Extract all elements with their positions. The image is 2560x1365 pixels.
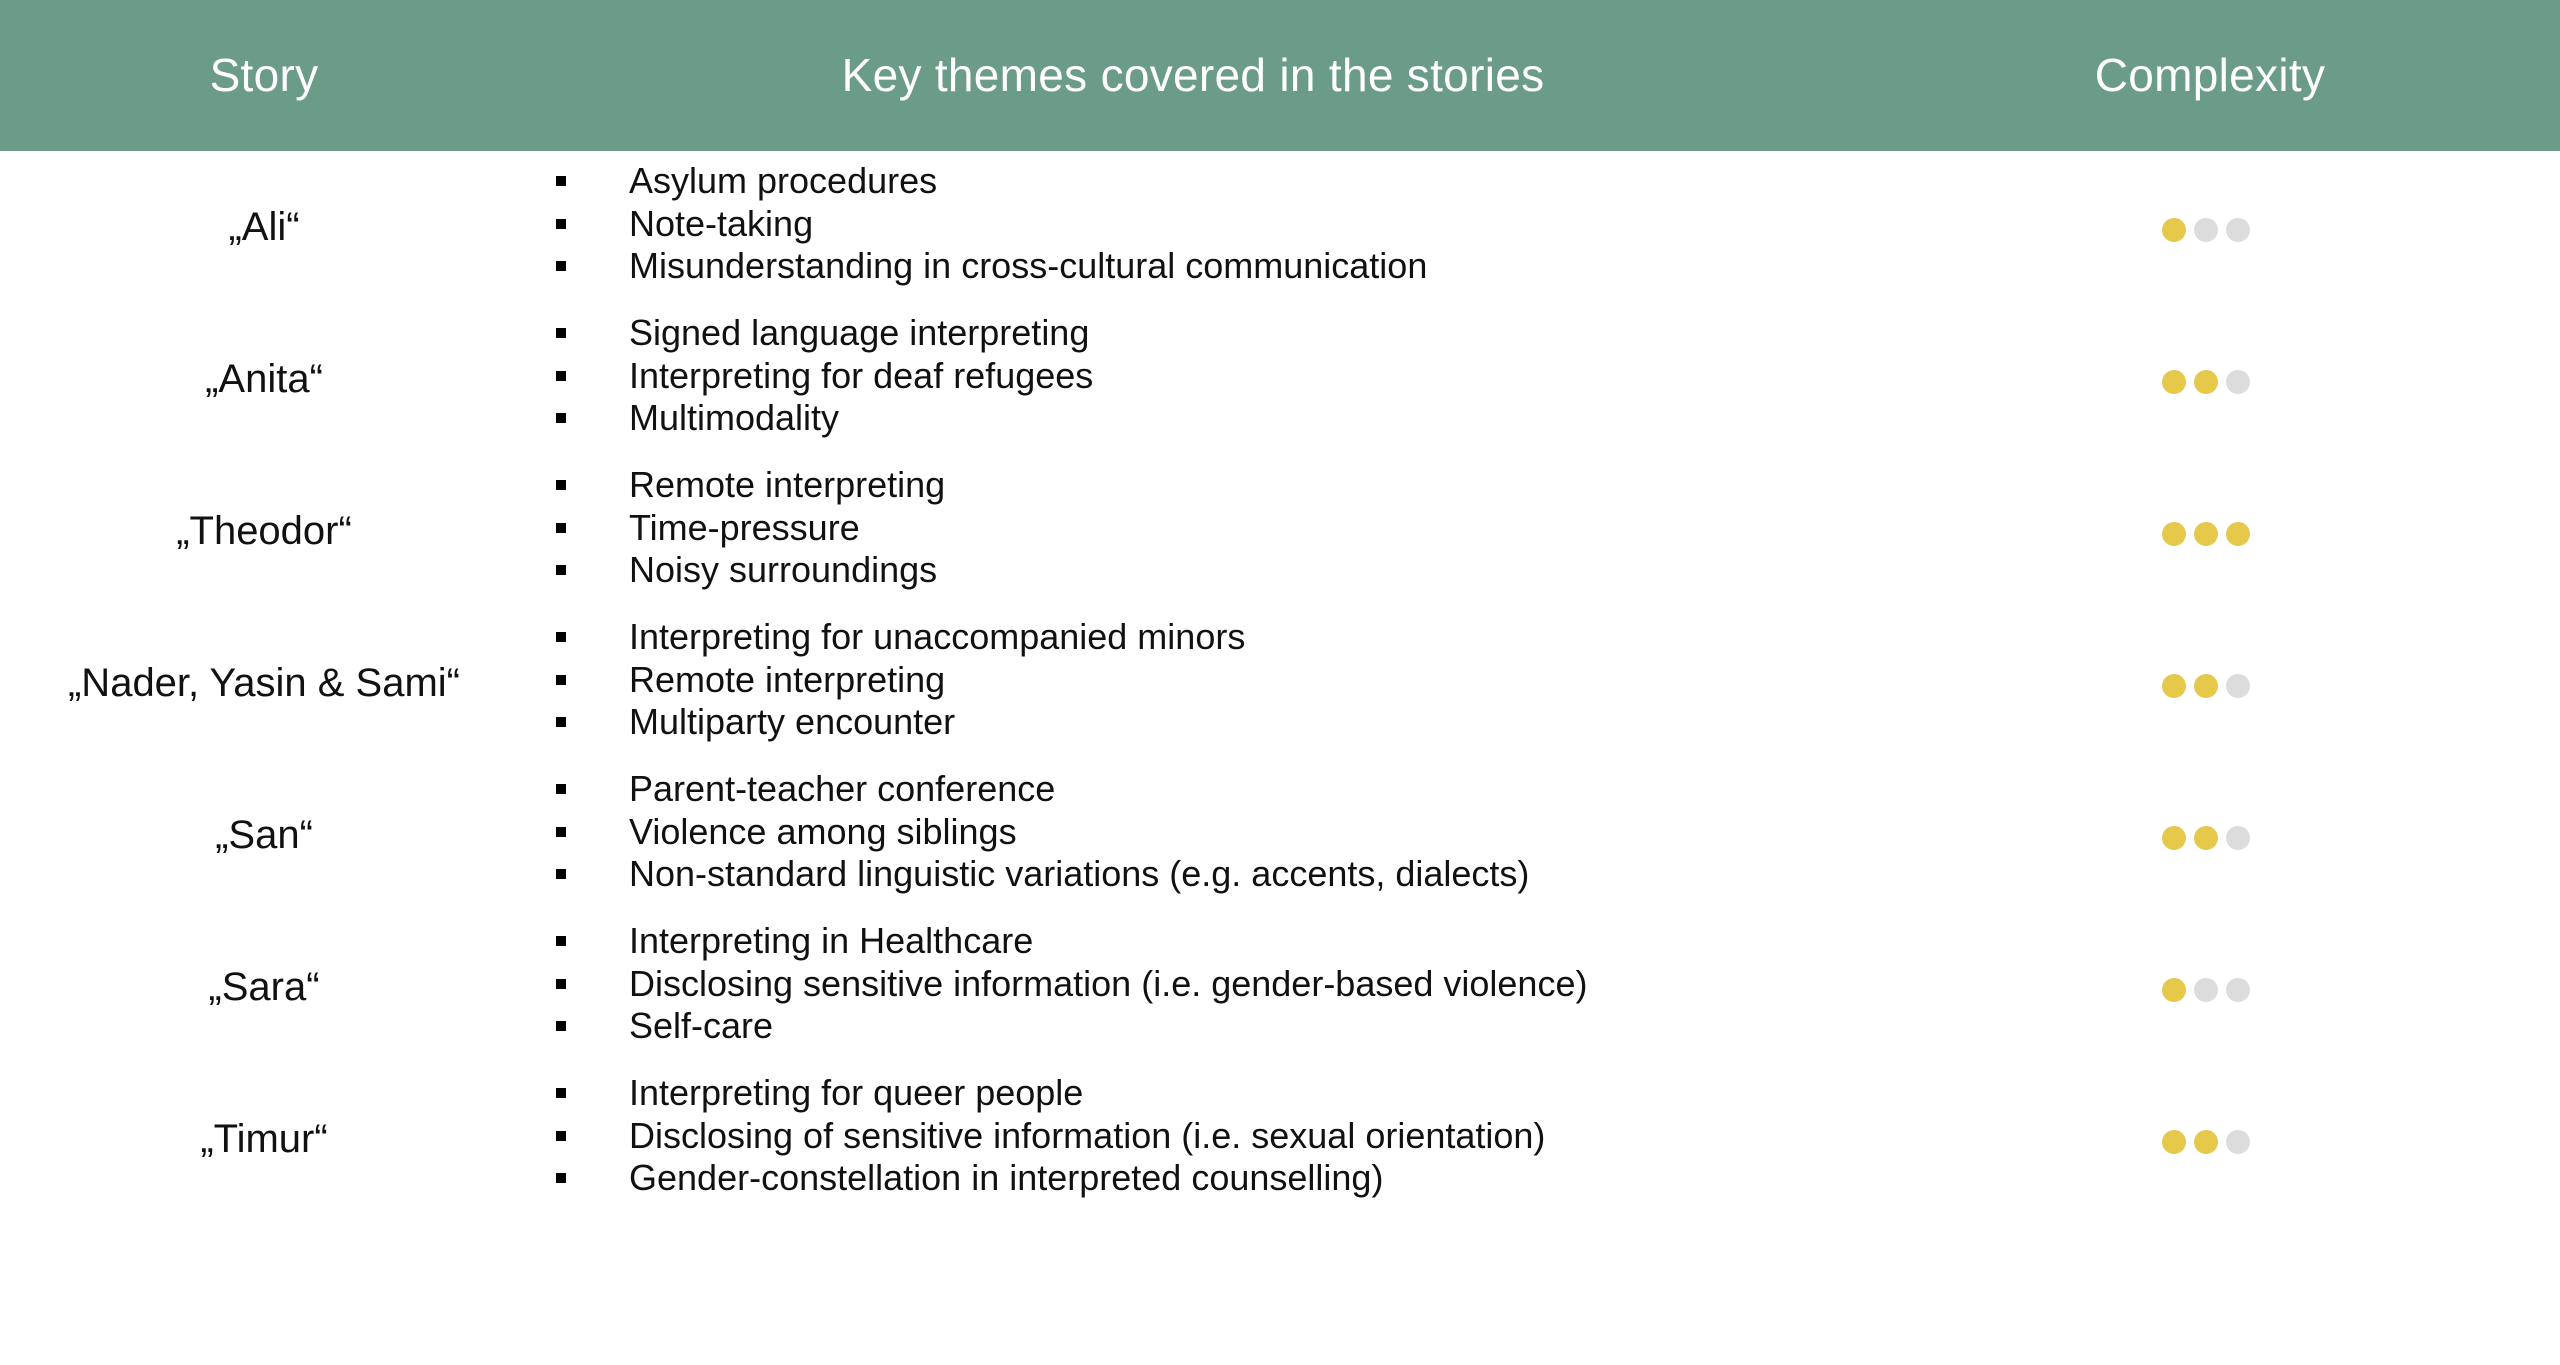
theme-text: Gender-constellation in interpreted counselling)	[629, 1157, 1384, 1198]
square-bullet-icon	[556, 176, 566, 186]
complexity-dot-empty-icon	[2226, 370, 2250, 394]
complexity-dot-filled-icon	[2162, 978, 2186, 1002]
theme-text: Parent-teacher conference	[629, 768, 1056, 809]
complexity-dot-filled-icon	[2194, 522, 2218, 546]
theme-item	[548, 811, 1848, 854]
theme-list	[548, 464, 1848, 592]
square-bullet-icon	[556, 675, 566, 685]
story-name: „Theodor“	[176, 509, 352, 553]
theme-item	[548, 203, 1848, 246]
theme-text: Disclosing of sensitive information (i.e. sexual orientation)	[629, 1114, 1546, 1156]
square-bullet-icon	[556, 717, 566, 727]
complexity-rating	[2162, 978, 2250, 1002]
theme-item	[548, 464, 1848, 507]
theme-item	[548, 507, 1848, 550]
theme-text: Interpreting for queer people	[629, 1072, 1084, 1113]
theme-text: Remote interpreting	[629, 658, 946, 700]
story-name: „Sara“	[208, 965, 320, 1009]
theme-list	[548, 312, 1848, 440]
theme-item	[548, 853, 1848, 896]
complexity-rating	[2162, 674, 2250, 698]
square-bullet-icon	[556, 632, 566, 642]
table-body	[0, 151, 2560, 1215]
theme-list	[548, 920, 1848, 1048]
theme-item	[548, 1005, 1848, 1048]
complexity-dot-filled-icon	[2226, 522, 2250, 546]
complexity-dot-filled-icon	[2194, 826, 2218, 850]
theme-list	[548, 1072, 1848, 1200]
complexity-dot-filled-icon	[2194, 674, 2218, 698]
square-bullet-icon	[556, 565, 566, 575]
complexity-dot-empty-icon	[2194, 978, 2218, 1002]
table-header	[0, 0, 2560, 151]
square-bullet-icon	[556, 1173, 566, 1183]
table-row	[0, 1063, 2560, 1215]
theme-text: Multiparty encounter	[629, 701, 956, 742]
theme-item	[548, 920, 1848, 963]
complexity-dot-empty-icon	[2226, 1130, 2250, 1154]
table-row	[0, 607, 2560, 759]
complexity-dot-empty-icon	[2194, 218, 2218, 242]
theme-text: Interpreting for unaccompanied minors	[629, 616, 1246, 657]
square-bullet-icon	[556, 328, 566, 338]
theme-text: Disclosing sensitive information (i.e. gender-based violence)	[629, 962, 1588, 1004]
theme-text: Self-care	[629, 1005, 774, 1046]
square-bullet-icon	[556, 480, 566, 490]
complexity-dot-empty-icon	[2226, 826, 2250, 850]
complexity-dot-empty-icon	[2226, 218, 2250, 242]
theme-list	[548, 160, 1848, 288]
square-bullet-icon	[556, 219, 566, 229]
square-bullet-icon	[556, 936, 566, 946]
square-bullet-icon	[556, 784, 566, 794]
table-row	[0, 303, 2560, 455]
theme-item	[548, 245, 1848, 288]
table-row	[0, 455, 2560, 607]
complexity-dot-filled-icon	[2162, 522, 2186, 546]
complexity-rating	[2162, 218, 2250, 242]
theme-item	[548, 963, 1848, 1006]
theme-text: Non-standard linguistic variations (e.g. accents, dialects)	[629, 853, 1530, 894]
complexity-dot-filled-icon	[2162, 218, 2186, 242]
theme-item	[548, 701, 1848, 744]
theme-item	[548, 160, 1848, 203]
square-bullet-icon	[556, 371, 566, 381]
theme-text: Time-pressure	[629, 506, 860, 548]
story-name: „Ali“	[228, 205, 300, 249]
square-bullet-icon	[556, 261, 566, 271]
theme-text: Remote interpreting	[629, 464, 946, 505]
theme-item	[548, 312, 1848, 355]
theme-item	[548, 397, 1848, 440]
complexity-rating	[2162, 370, 2250, 394]
complexity-rating	[2162, 826, 2250, 850]
theme-text: Violence among siblings	[629, 810, 1017, 852]
theme-item	[548, 659, 1848, 702]
theme-text: Misunderstanding in cross-cultural communication	[629, 245, 1428, 286]
theme-text: Interpreting in Healthcare	[629, 920, 1034, 961]
header-complexity: Complexity	[2094, 49, 2326, 101]
story-name: „Nader, Yasin & Sami“	[67, 661, 460, 705]
square-bullet-icon	[556, 1088, 566, 1098]
square-bullet-icon	[556, 979, 566, 989]
story-name: „Timur“	[200, 1117, 328, 1161]
complexity-rating	[2162, 1130, 2250, 1154]
story-name: „Anita“	[205, 357, 323, 401]
theme-item	[548, 1115, 1848, 1158]
square-bullet-icon	[556, 869, 566, 879]
story-name: „San“	[215, 813, 313, 857]
table-row	[0, 151, 2560, 303]
square-bullet-icon	[556, 1021, 566, 1031]
theme-text: Signed language interpreting	[629, 312, 1090, 353]
theme-item	[548, 549, 1848, 592]
theme-text: Noisy surroundings	[629, 549, 938, 590]
header-themes: Key themes covered in the stories	[841, 49, 1545, 101]
square-bullet-icon	[556, 1131, 566, 1141]
complexity-dot-filled-icon	[2194, 370, 2218, 394]
theme-item	[548, 355, 1848, 398]
square-bullet-icon	[556, 413, 566, 423]
complexity-dot-empty-icon	[2226, 978, 2250, 1002]
theme-item	[548, 1072, 1848, 1115]
complexity-dot-filled-icon	[2162, 674, 2186, 698]
table-row	[0, 911, 2560, 1063]
theme-list	[548, 768, 1848, 896]
complexity-rating	[2162, 522, 2250, 546]
theme-text: Interpreting for deaf refugees	[629, 354, 1094, 396]
complexity-dot-filled-icon	[2162, 826, 2186, 850]
theme-list	[548, 616, 1848, 744]
table-row	[0, 759, 2560, 911]
header-story: Story	[209, 49, 319, 101]
theme-text: Multimodality	[629, 397, 840, 438]
complexity-dot-filled-icon	[2194, 1130, 2218, 1154]
complexity-dot-empty-icon	[2226, 674, 2250, 698]
theme-item	[548, 616, 1848, 659]
theme-text: Asylum procedures	[629, 160, 938, 201]
square-bullet-icon	[556, 827, 566, 837]
complexity-dot-filled-icon	[2162, 1130, 2186, 1154]
square-bullet-icon	[556, 523, 566, 533]
complexity-dot-filled-icon	[2162, 370, 2186, 394]
theme-item	[548, 1157, 1848, 1200]
theme-text: Note-taking	[629, 202, 814, 244]
theme-item	[548, 768, 1848, 811]
